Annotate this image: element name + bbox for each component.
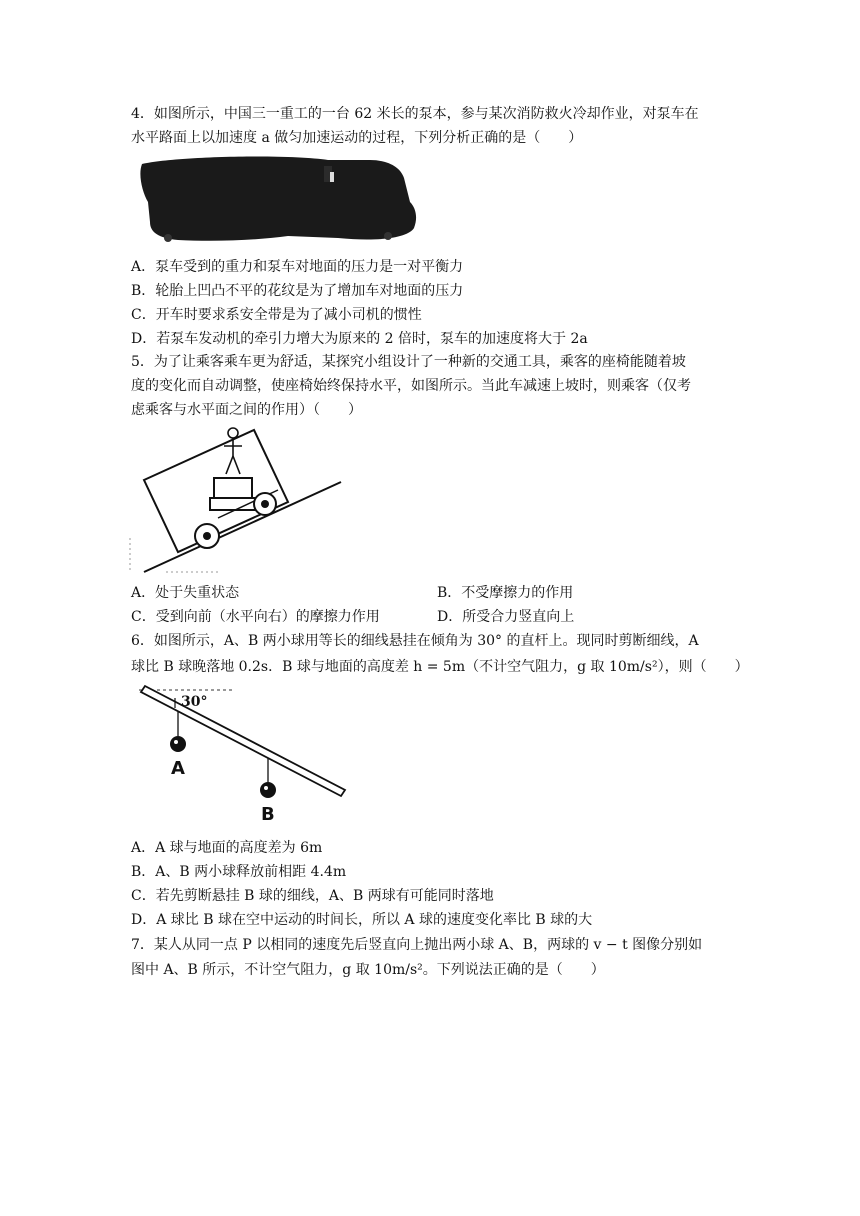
q7-stem-line1: 7．某人从同一点 P 以相同的速度先后竖直向上抛出两小球 A、B，两球的 v − t 图像分别如 [131, 937, 703, 953]
q5-stem-line3: 虑乘客与水平面之间的作用）（ ） [131, 402, 362, 418]
q7-stem-line2: 图中 A、B 所示，不计空气阻力，g 取 10m/s²。下列说法正确的是（ ） [131, 962, 605, 978]
q5-option-d: D．所受合力竖直向上 [437, 609, 575, 625]
q4-option-a: A．泵车受到的重力和泵车对地面的压力是一对平衡力 [131, 259, 464, 275]
q6-option-c: C．若先剪断悬挂 B 球的细线，A、B 两球有可能同时落地 [131, 888, 494, 904]
q6-option-b: B．A、B 两小球释放前相距 4.4m [131, 864, 347, 880]
angle-label: 30° [181, 694, 208, 710]
q6-stem-line2: 球比 B 球晚落地 0.2s．B 球与地面的高度差 h = 5m（不计空气阻力，g 取 10m/s²），则（ ） [131, 659, 749, 675]
q4-option-b: B．轮胎上凹凸不平的花纹是为了增加车对地面的压力 [131, 283, 464, 299]
incline-vehicle-figure [126, 420, 376, 580]
q4-stem-line2: 水平路面上以加速度 a 做匀加速运动的过程，下列分析正确的是（ ） [131, 130, 583, 146]
q6-option-d: D．A 球比 B 球在空中运动的时间长，所以 A 球的速度变化率比 B 球的大 [131, 912, 593, 928]
q4-option-c: C．开车时要求系安全带是为了减小司机的惯性 [131, 307, 422, 323]
q5-stem-line1: 5．为了让乘客乘车更为舒适，某探究小组设计了一种新的交通工具，乘客的座椅能随着坡 [131, 354, 686, 370]
q5-stem-line2: 度的变化而自动调整，使座椅始终保持水平，如图所示。当此车减速上坡时，则乘客（仅考 [131, 378, 691, 394]
q6-stem-line1: 6．如图所示，A、B 两小球用等长的细线悬挂在倾角为 30° 的直杆上。现同时剪断细线，A [131, 633, 699, 649]
q4-option-d: D．若泵车发动机的牵引力增大为原来的 2 倍时，泵车的加速度将大于 2a [131, 331, 588, 347]
pump-truck-photo [138, 152, 422, 248]
ball-a-label: A [171, 758, 185, 779]
inclined-rod-figure [135, 684, 355, 828]
q5-option-a: A．处于失重状态 [131, 585, 240, 601]
ball-b-label: B [261, 804, 275, 825]
q6-option-a: A．A 球与地面的高度差为 6m [131, 840, 323, 856]
q5-option-c: C．受到向前（水平向右）的摩擦力作用 [131, 609, 380, 625]
q5-option-b: B．不受摩擦力的作用 [437, 585, 574, 601]
q4-stem-line1: 4．如图所示，中国三一重工的一台 62 米长的泵本，参与某次消防救火冷却作业，对泵车在 [131, 106, 699, 122]
